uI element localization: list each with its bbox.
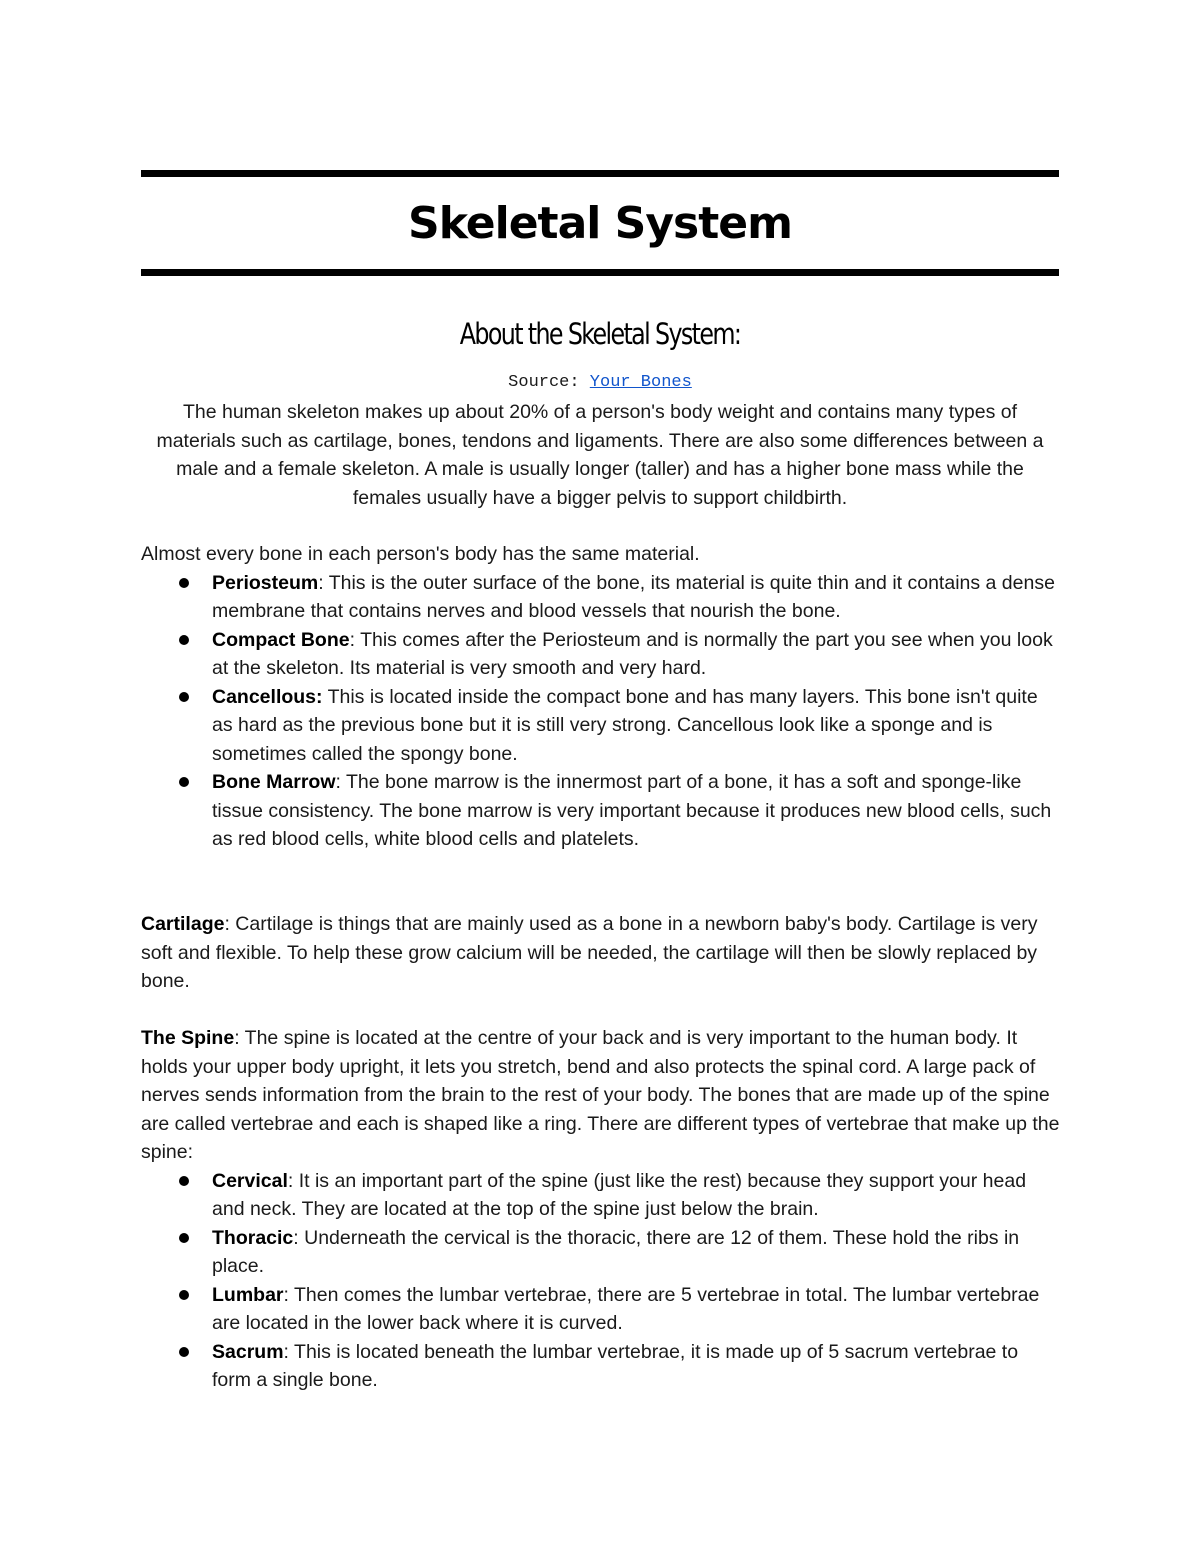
- bullet-dot: [179, 578, 189, 588]
- materials-section: [141, 540, 1061, 854]
- term-thoracic: Thoracic: [212, 1226, 294, 1249]
- desc-cancellous: This is located inside the compact bone and has many layers. This bone isn't quite as hard as the previous bone but it is still very strong. Cancellous look like a sponge and is sometimes called the spongy bone.: [212, 685, 1038, 765]
- bullet-dot: [179, 777, 189, 787]
- term-cartilage: Cartilage: [141, 913, 225, 935]
- vertebrae-list: [141, 1167, 1061, 1395]
- bullet-dot: [179, 1290, 189, 1300]
- desc-periosteum: This is the outer surface of the bone, its material is quite thin and it contains a dense membrane that contains nerves and blood vessels that nourish the bone.: [212, 571, 1055, 622]
- bullet-dot: [179, 1347, 189, 1357]
- desc-spine: : The spine is located at the centre of your back and is very important to the human body. It holds your upper body upright, it lets you stretch, bend and also protects the spinal cord. A large pack of nerves sends information from the brain to the rest of your body. The bones that are made up of the spine are called vertebrae and each is shaped like a ring. There are different types of vertebrae that make up the spine:: [141, 1027, 1060, 1163]
- bullet-dot: [179, 635, 189, 645]
- list-item-cervical: [141, 1167, 1061, 1224]
- term-spine: The Spine: [141, 1027, 235, 1049]
- list-item-cancellous: [141, 683, 1061, 769]
- desc-lumbar: : Then comes the lumbar vertebrae, there are 5 vertebrae in total. The lumbar vertebrae are located in the lower back where it is curved.: [212, 1283, 1040, 1334]
- list-item-sacrum: [141, 1338, 1061, 1395]
- list-item-periosteum: [141, 569, 1061, 626]
- desc-cartilage: : Cartilage is things that are mainly used as a bone in a newborn baby's body. Cartilage is very soft and flexible. To help these grow calcium will be needed, the cartilage will then be slowly replaced by bone.: [141, 913, 1038, 992]
- term-separator: :: [335, 771, 341, 793]
- section-heading: About the Skeletal System:: [459, 317, 741, 351]
- list-item-lumbar: [141, 1281, 1061, 1338]
- term-separator: :: [318, 571, 324, 594]
- term-periosteum: Periosteum: [212, 571, 319, 594]
- page-title: Skeletal System: [408, 198, 792, 249]
- materials-list: [141, 569, 1061, 854]
- title-rule-top: [141, 170, 1059, 177]
- term-bone-marrow: Bone Marrow: [212, 771, 336, 793]
- bullet-dot: [179, 1233, 189, 1243]
- term-cervical: Cervical: [212, 1169, 288, 1192]
- desc-compact-bone: This comes after the Periosteum and is normally the part you see when you look at the skeleton. Its material is very smooth and very hard.: [212, 628, 1053, 679]
- materials-lead: Almost every bone in each person's body has the same material.: [141, 543, 700, 565]
- desc-bone-marrow: The bone marrow is the innermost part of a bone, it has a soft and sponge-like tissue consistency. The bone marrow is very important because it produces new blood cells, such as red blood cells, white blood cells and platelets.: [212, 771, 1052, 850]
- spine-section: [141, 1024, 1061, 1395]
- bullet-dot: [179, 1176, 189, 1186]
- desc-sacrum: : This is located beneath the lumbar vertebrae, it is made up of 5 sacrum vertebrae to form a single bone.: [212, 1340, 1019, 1391]
- list-item-thoracic: [141, 1224, 1061, 1281]
- cartilage-paragraph: [141, 910, 1061, 996]
- term-sacrum: Sacrum: [212, 1340, 284, 1363]
- term-lumbar: Lumbar: [212, 1283, 284, 1306]
- source-label: Source:: [508, 373, 580, 392]
- term-cancellous: Cancellous:: [212, 685, 323, 708]
- title-rule-bottom: [141, 269, 1059, 276]
- list-item-compact-bone: [141, 626, 1061, 683]
- term-compact-bone: Compact Bone: [212, 628, 350, 651]
- bullet-dot: [179, 692, 189, 702]
- desc-thoracic: : Underneath the cervical is the thoracic, there are 12 of them. These hold the ribs in place.: [212, 1226, 1020, 1277]
- source-line: [141, 372, 1059, 394]
- desc-cervical: : It is an important part of the spine (just like the rest) because they support your head and neck. They are located at the top of the spine just below the brain.: [212, 1169, 1027, 1220]
- intro-paragraph: The human skeleton makes up about 20% of a person's body weight and contains many types of materials such as cartilage, bones, tendons and ligaments. There are also some differences between a male and a female skeleton. A male is usually longer (taller) and has a higher bone mass while the females usually have a bigger pelvis to support childbirth.: [156, 401, 1044, 509]
- source-link[interactable]: Your Bones: [589, 373, 692, 392]
- list-item-bone-marrow: [141, 768, 1061, 854]
- term-separator: :: [349, 628, 356, 651]
